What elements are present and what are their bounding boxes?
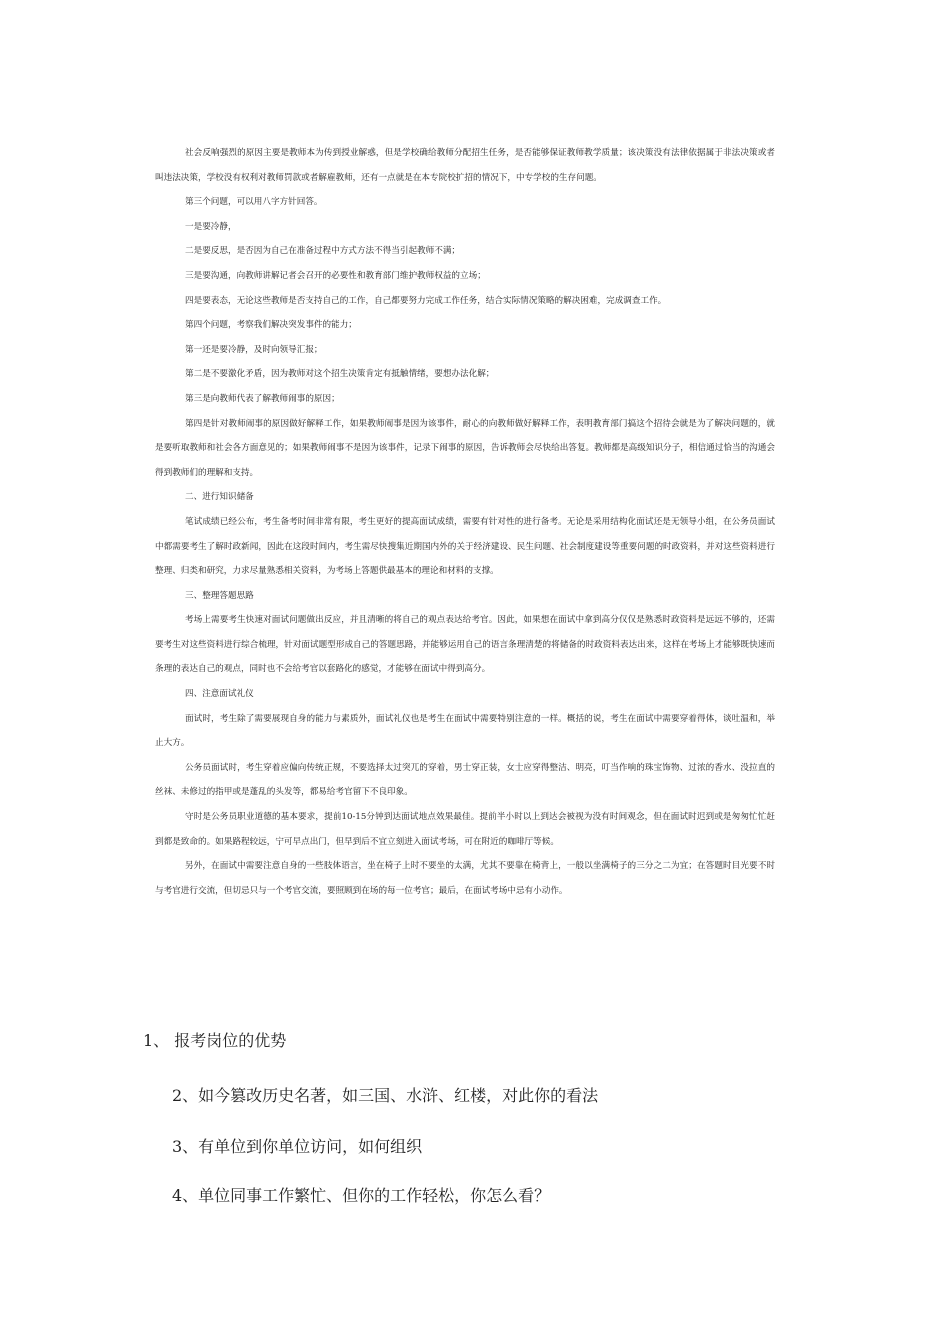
section-heading: 二、进行知识储备: [185, 492, 254, 503]
body-text: [155, 141, 775, 903]
paragraph: 第四个问题，考察我们解决突发事件的能力；: [185, 320, 357, 331]
paragraph: 一是要冷静，: [185, 221, 237, 232]
paragraph: 第二是不要激化矛盾，因为教师对这个招生决策肯定有抵触情绪，要想办法化解；: [185, 369, 495, 380]
paragraph: 四是要表态，无论这些教师是否支持自己的工作，自己都要努力完成工作任务，结合实际情况策略的解决困难，完成调查工作。: [185, 295, 667, 306]
paragraph: 第一还是要冷静，及时向领导汇报；: [185, 344, 323, 355]
paragraph: 三是要沟通，向教师讲解记者会召开的必要性和教育部门维护教师权益的立场；: [185, 270, 486, 281]
paragraph: 第三是向教师代表了解教师闹事的原因；: [185, 393, 340, 404]
paragraph: 公务员面试时，考生穿着应偏向传统正规，不要选择太过突兀的穿着，男士穿正装，女士应穿得整洁、明亮，叮当作响的珠宝饰物、过浓的香水、没拉直的丝袜、未修过的指甲或是蓬乱的头发等，都易给考官留下不良印象。: [155, 762, 775, 798]
paragraph: 二是要反思，是否因为自己在准备过程中方式方法不得当引起教师不满；: [185, 246, 461, 257]
section-heading: 三、整理答题思路: [185, 590, 254, 601]
question-item: 1、 报考岗位的优势: [143, 1031, 287, 1050]
paragraph: 社会反响强烈的原因主要是教师本为传到授业解惑，但是学校确给教师分配招生任务，是否能够保证教师教学质量；该决策没有法律依据属于非法决策或者叫违法决策，学校没有权利对教师罚款或者解雇教师，还有一点就是在本专院校扩招的情况下，中专学校的生存问题。: [155, 148, 775, 183]
paragraph: 笔试成绩已经公布，考生备考时间非常有限，考生更好的提高面试成绩，需要有针对性的进行备考。无论是采用结构化面试还是无领导小组，在公务员面试中都需要考生了解时政新闻，因此在这段时间内，考生需尽快搜集近期国内外的关于经济建设、民生问题、社会制度建设等重要问题的时政资料，并对这些资料进行整理、归类和研究，力求尽量熟悉相关资料，为考场上答题供最基本的理论和材料的支撑。: [155, 516, 775, 577]
paragraph: 守时是公务员职业道德的基本要求，提前10-15分钟到达面试地点效果最佳。提前半小时以上到达会被视为没有时间观念，但在面试时迟到或是匆匆忙忙赶到都是致命的。如果路程较远，宁可早点出门，但早到后不宜立刻进入面试考场，可在附近的咖啡厅等候。: [155, 812, 775, 847]
paragraph: 第三个问题，可以用八字方针回答。: [185, 197, 323, 208]
paragraph: 考场上需要考生快速对面试问题做出反应，并且清晰的将自己的观点表达给考官。因此，如果想在面试中拿到高分仅仅是熟悉时政资料是远远不够的，还需要考生对这些资料进行综合梳理，针对面试题型形成自己的答题思路，并能够运用自己的语言条理清楚的将储备的时政资料表达出来，这样在考场上才能够既快速而条理的表达自己的观点，同时也不会给考官以套路化的感觉，才能够在面试中得到高分。: [155, 615, 775, 675]
paragraph: 第四是针对教师闹事的原因做好解释工作，如果教师闹事是因为该事件，耐心的向教师做好解释工作，表明教育部门搞这个招待会就是为了解决问题的，就是要听取教师和社会各方面意见的；如果教师闹事不是因为该事件，记录下闹事的原因，告诉教师会尽快给出答复。教师都是高级知识分子，相信通过恰当的沟通会得到教师们的理解和支持。: [155, 418, 775, 478]
paragraph: 另外，在面试中需要注意自身的一些肢体语言，坐在椅子上时不要坐的太满，尤其不要靠在椅背上，一般以坐满椅子的三分之二为宜；在答题时目光要不时与考官进行交流，但切忌只与一个考官交流，要照顾到在场的每一位考官；最后，在面试考场中忌有小动作。: [155, 861, 775, 896]
paragraph: 面试时，考生除了需要展现自身的能力与素质外，面试礼仪也是考生在面试中需要特别注意的一样。概括的说，考生在面试中需要穿着得体，谈吐温和，举止大方。: [155, 713, 775, 749]
question-item: 4、单位同事工作繁忙、但你的工作轻松，你怎么看？: [172, 1186, 551, 1205]
question-item: 2、如今篡改历史名著，如三国、水浒、红楼，对此你的看法: [172, 1086, 599, 1105]
section-heading: 四、注意面试礼仪: [185, 689, 254, 700]
question-item: 3、有单位到你单位访问，如何组织: [172, 1137, 423, 1156]
